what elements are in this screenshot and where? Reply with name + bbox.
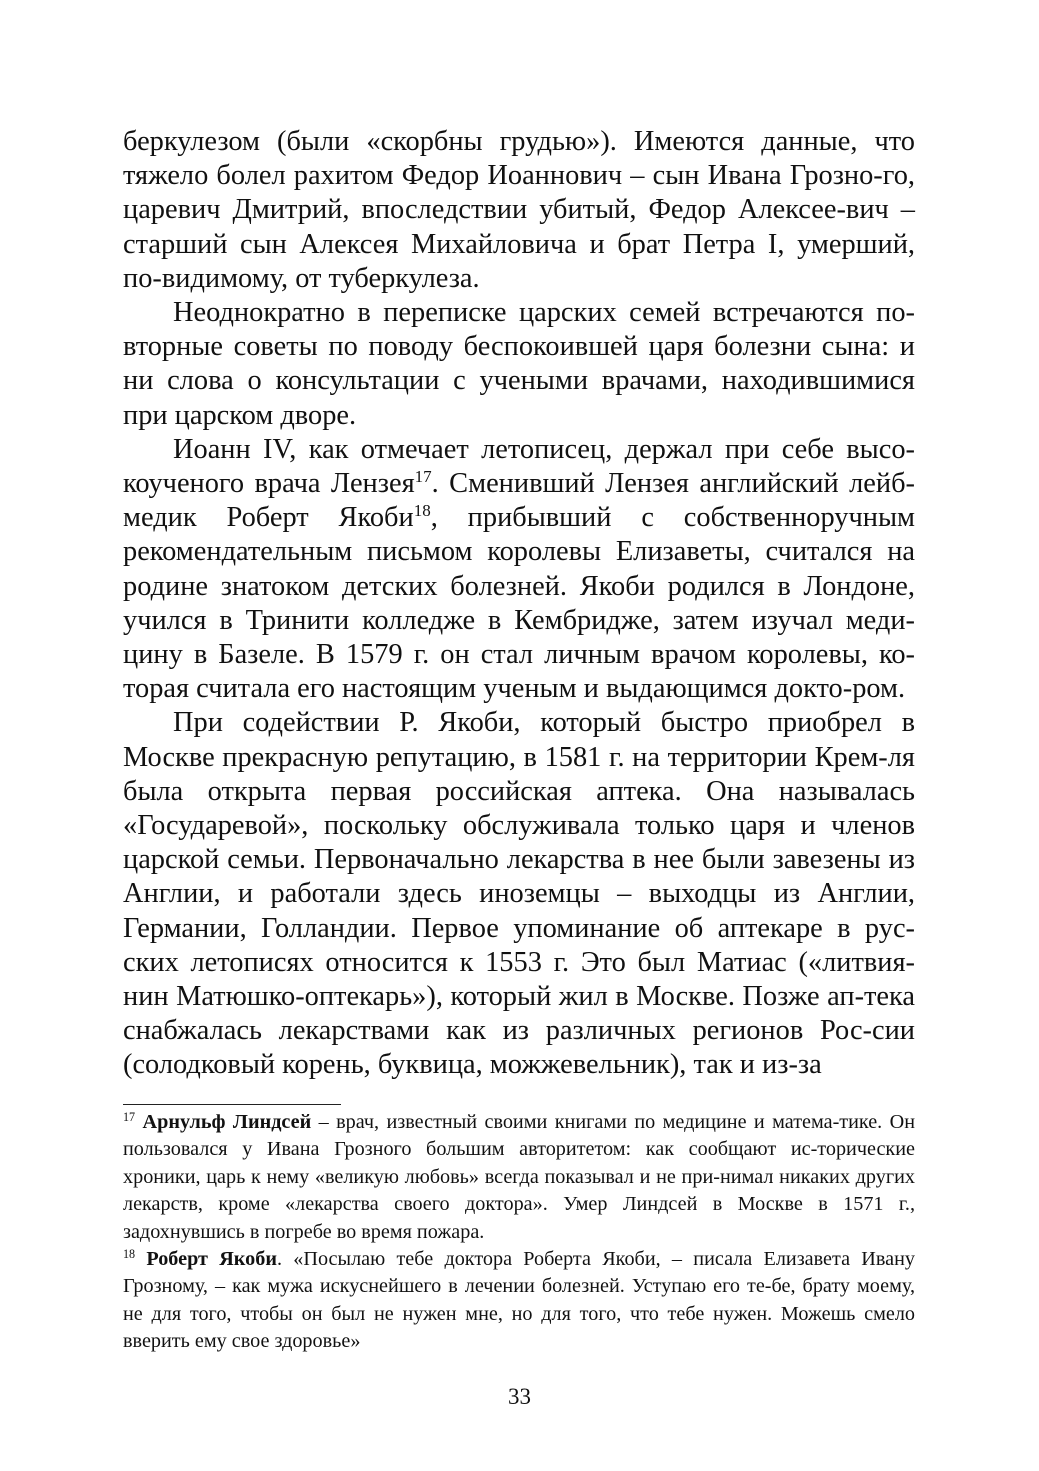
footnote [123,1109,915,1246]
footnote-term: Арнульф Линдсей [142,1111,312,1133]
footnotes [123,1109,915,1356]
footnote [123,1246,915,1356]
footnote-divider [123,1104,341,1105]
paragraph-text: . Сменивший Лензея английский лейб-медик Роберт Якоби [123,468,915,534]
footnote-text: . «Посылаю тебе доктора Роберта Якоби, – писала Елизавета Ивану Грозному, – как мужа искуснейшего в лечении болезней. Уступаю его те-бе, брату моему, не для того, чтобы он был не нужен мне, но для того, что тебе нужен. Можешь смело вверить ему свое здоровье» [123,1248,916,1353]
page-body [123,125,915,1083]
footnote-number: 17 [123,1109,136,1124]
paragraph [123,125,915,296]
footnote-text: – врач, известный своими книгами по медицине и матема-тике. Он пользовался у Ивана Грозного большим авторитетом: как сообщают ис-торические хроники, царь к нему «великую любовь» всегда показывал и не при-нимал никаких других лекарств, кроме «лекарства своего доктора». Умер Линдсей в Москве в 1571 г., задохнувшись в погребе во время пожара. [123,1111,916,1243]
footnote-number: 18 [123,1246,136,1261]
page-number: 33 [508,1384,531,1409]
paragraph-text: Иоанн IV, как отмечает летописец, держал при себе высо-коученого врача Лензея [123,433,915,500]
footnote-ref: 17 [414,466,432,486]
paragraph [123,706,915,1082]
paragraph [123,296,915,433]
paragraph-text: При содействии Р. Якоби, который быстро приобрел в Москве прекрасную репутацию, в 1581 г. на территории Крем-ля была открыта первая российская аптека. Она называлась «Государевой», поскольку обслуживала только царя и членов царской семьи. Первоначально лекарства в нее были завезены из Англии, и работали здесь иноземцы – выходцы из Англии, Германии, Голландии. Первое упоминание об аптекаре в рус-ских летописях относится к 1553 г. Это был Матиас («литвия-нин Матюшко-оптекарь»), который жил в Москве. Позже ап-тека снабжалась лекарствами как из различных регионов Рос-сии (солодковый корень, буквица, можжевельник), так и из-за [123,707,915,1081]
main-text [123,125,915,1083]
paragraph-text: беркулезом (были «скорбны грудью»). Имеются данные, что тяжело болел рахитом Федор Иоаннович – сын Ивана Грозно-го, царевич Дмитрий, впоследствии убитый, Федор Алексее-вич – старший сын Алексея Михайловича и брат Петра I, умерший, по-видимому, от туберкулеза. [123,126,915,294]
paragraph [123,433,915,707]
paragraph-text: , прибывший с собственноручным рекомендательным письмом королевы Елизаветы, считался на родине знатоком детских болезней. Якоби родился в Лондоне, учился в Тринити колледже в Кембридже, затем изучал меди-цину в Базеле. В 1579 г. он стал личным врачом королевы, ко-торая считала его настоящим ученым и выдающимся докто-ром. [123,502,915,705]
paragraph-text: Неоднократно в переписке царских семей встречаются по-вторные советы по поводу беспокоившей царя болезни сына: и ни слова о консультации с учеными врачами, находившимися при царском дворе. [123,297,915,431]
footnote-term: Роберт Якоби [146,1248,277,1271]
footnote-ref: 18 [413,501,431,521]
